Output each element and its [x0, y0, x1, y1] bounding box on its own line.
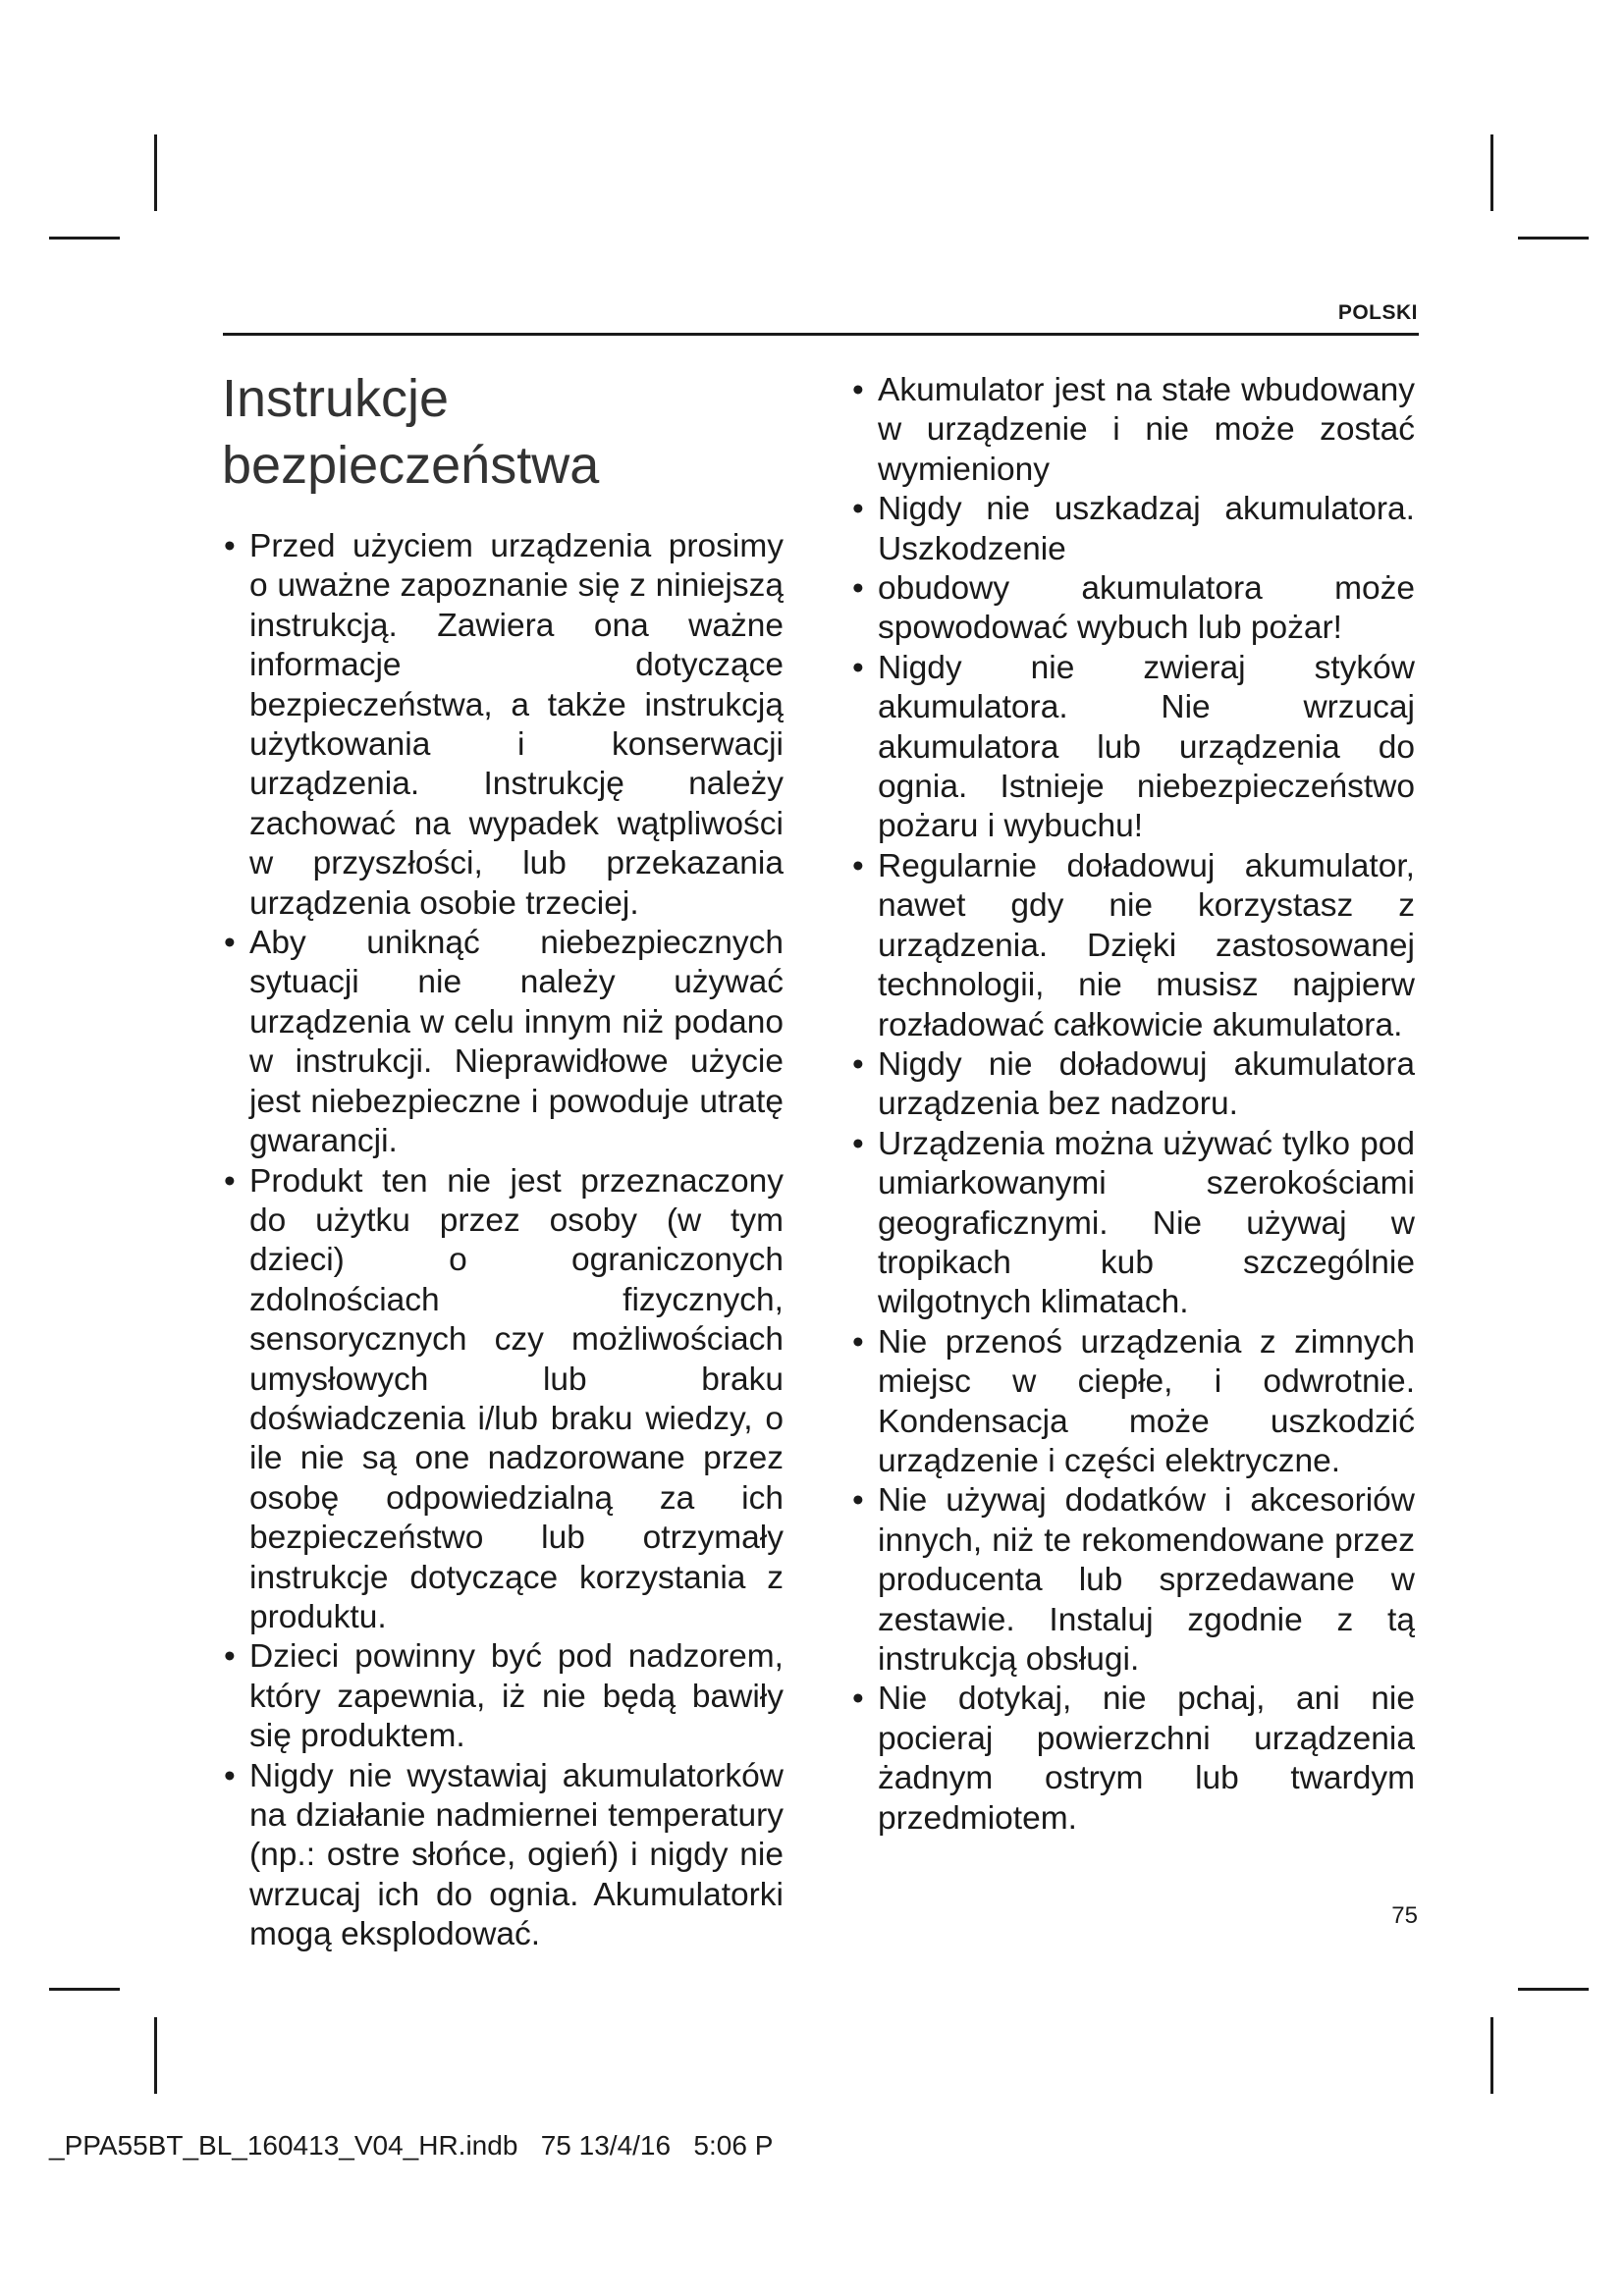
crop-mark-top-right-horizontal: [1518, 237, 1589, 240]
print-slug: _PPA55BT_BL_160413_V04_HR.indb 75 13/4/16 5:06 P: [49, 2130, 774, 2161]
list-item: • Przed użyciem urządzenia prosimy o uważne zapoznanie się z niniejszą instrukcją. Zawiera ona ważne informacje dotyczące bezpieczeństwa, a także instrukcją użytkowania i konserwacji urządzenia. Instrukcję należy zachować na wypadek wątpliwości w przyszłości, lub przekazania urządzenia osobie trzeciej.: [224, 527, 784, 924]
list-item: • Regularnie doładowuj akumulator, nawet gdy nie korzystasz z urządzenia. Dzięki zastosowanej technologii, nie musisz najpierw rozładować całkowicie akumulatora.: [852, 847, 1415, 1045]
list-item: • Nigdy nie doładowuj akumulatora urządzenia bez nadzoru.: [852, 1045, 1415, 1125]
language-label: POLSKI: [1337, 301, 1418, 324]
list-item: • Dzieci powinny być pod nadzorem, który zapewnia, iż nie będą bawiły się produktem.: [224, 1637, 784, 1756]
list-item: • Produkt ten nie jest przeznaczony do użytku przez osoby (w tym dzieci) o ograniczonych zdolnościach fizycznych, sensorycznych czy możliwościach umysłowych lub braku doświadczenia i/lub braku wiedzy, o ile nie są one nadzorowane przez osobę odpowiedzialną za ich bezpieczeństwo lub otrzymały instrukcje dotyczące korzystania z produktu.: [224, 1162, 784, 1638]
crop-mark-bottom-right-vertical: [1490, 2017, 1493, 2094]
crop-mark-bottom-left-horizontal: [49, 1988, 120, 1991]
section-title-line-1: Instrukcje: [222, 369, 450, 428]
header-rule: [223, 333, 1419, 336]
list-item: • Urządzenia można używać tylko pod umiarkowanymi szerokościami geograficznymi. Nie używaj w tropikach kub szczególnie wilgotnych klimatach.: [852, 1125, 1415, 1323]
left-column-list: [224, 527, 784, 1955]
list-item: • Nigdy nie wystawiaj akumulatorków na działanie nadmiernei temperatury (np.: ostre słońce, ogień) i nigdy nie wrzucaj ich do ognia. Akumulatorki mogą eksplodować.: [224, 1757, 784, 1955]
list-item: • Nie używaj dodatków i akcesoriów innych, niż te rekomendowane przez producenta lub sprzedawane w zestawie. Instaluj zgodnie z tą instrukcją obsługi.: [852, 1481, 1415, 1680]
crop-mark-bottom-right-horizontal: [1518, 1988, 1589, 1991]
right-column-list: [852, 371, 1415, 1839]
crop-mark-top-left-horizontal: [49, 237, 120, 240]
list-item: • Nie przenoś urządzenia z zimnych miejsc w ciepłe, i odwrotnie. Kondensacja może uszkodzić urządzenie i części elektryczne.: [852, 1323, 1415, 1482]
crop-mark-top-right-vertical: [1490, 134, 1493, 211]
page-number: 75: [1391, 1902, 1418, 1929]
list-item: • Nie dotykaj, nie pchaj, ani nie pocieraj powierzchni urządzenia żadnym ostrym lub twardym przedmiotem.: [852, 1680, 1415, 1839]
crop-mark-bottom-left-vertical: [154, 2017, 157, 2094]
section-title: [222, 365, 791, 499]
list-item: • Aby uniknąć niebezpiecznych sytuacji nie należy używać urządzenia w celu innym niż podano w instrukcji. Nieprawidłowe użycie jest niebezpieczne i powoduje utratę gwarancji.: [224, 924, 784, 1161]
list-item: • Nigdy nie uszkadzaj akumulatora. Uszkodzenie: [852, 490, 1415, 569]
list-item: • Akumulator jest na stałe wbudowany w urządzenie i nie może zostać wymieniony: [852, 371, 1415, 490]
list-item: • Nigdy nie zwieraj styków akumulatora. Nie wrzucaj akumulatora lub urządzenia do ognia. Istnieje niebezpieczeństwo pożaru i wybuchu!: [852, 649, 1415, 847]
section-title-line-2: bezpieczeństwa: [222, 436, 600, 495]
list-item: • obudowy akumulatora może spowodować wybuch lub pożar!: [852, 569, 1415, 649]
crop-mark-top-left-vertical: [154, 134, 157, 211]
